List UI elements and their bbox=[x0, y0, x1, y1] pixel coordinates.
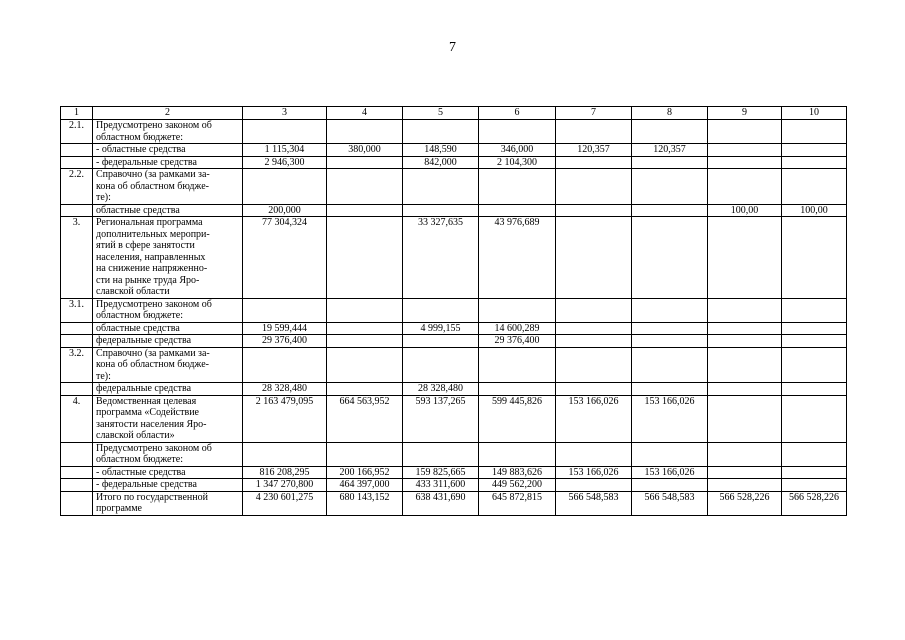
value-cell bbox=[632, 479, 708, 492]
value-cell: 28 328,480 bbox=[243, 383, 327, 396]
budget-table bbox=[60, 106, 847, 516]
value-cell bbox=[403, 169, 479, 205]
header-cell: 4 bbox=[327, 107, 403, 120]
value-cell bbox=[327, 298, 403, 322]
value-cell bbox=[479, 169, 556, 205]
value-cell: 566 528,226 bbox=[782, 491, 847, 515]
value-cell bbox=[782, 479, 847, 492]
row-number bbox=[61, 383, 93, 396]
value-cell bbox=[556, 169, 632, 205]
value-cell: 346,000 bbox=[479, 144, 556, 157]
row-number bbox=[61, 322, 93, 335]
header-cell: 1 bbox=[61, 107, 93, 120]
value-cell: 149 883,626 bbox=[479, 466, 556, 479]
value-cell: 148,590 bbox=[403, 144, 479, 157]
row-name: областные средства bbox=[93, 322, 243, 335]
row-name: - федеральные средства bbox=[93, 156, 243, 169]
row-number: 3.1. bbox=[61, 298, 93, 322]
row-name: областные средства bbox=[93, 204, 243, 217]
value-cell: 120,357 bbox=[632, 144, 708, 157]
value-cell: 153 166,026 bbox=[632, 395, 708, 442]
row-number bbox=[61, 442, 93, 466]
value-cell bbox=[708, 217, 782, 299]
row-name: - федеральные средства bbox=[93, 479, 243, 492]
value-cell bbox=[632, 322, 708, 335]
row-name: Справочно (за рамками за- кона об областном бюдже- те): bbox=[93, 347, 243, 383]
table-row bbox=[61, 156, 847, 169]
value-cell: 449 562,200 bbox=[479, 479, 556, 492]
table-row bbox=[61, 144, 847, 157]
value-cell bbox=[782, 335, 847, 348]
value-cell: 380,000 bbox=[327, 144, 403, 157]
value-cell bbox=[708, 335, 782, 348]
value-cell bbox=[479, 442, 556, 466]
value-cell bbox=[708, 169, 782, 205]
value-cell: 638 431,690 bbox=[403, 491, 479, 515]
value-cell bbox=[782, 120, 847, 144]
value-cell: 4 999,155 bbox=[403, 322, 479, 335]
row-number: 2.1. bbox=[61, 120, 93, 144]
value-cell bbox=[327, 322, 403, 335]
row-number: 2.2. bbox=[61, 169, 93, 205]
value-cell: 43 976,689 bbox=[479, 217, 556, 299]
value-cell: 2 946,300 bbox=[243, 156, 327, 169]
row-number bbox=[61, 335, 93, 348]
value-cell bbox=[556, 217, 632, 299]
table-row bbox=[61, 491, 847, 515]
header-cell: 3 bbox=[243, 107, 327, 120]
row-number: 4. bbox=[61, 395, 93, 442]
value-cell: 842,000 bbox=[403, 156, 479, 169]
value-cell: 599 445,826 bbox=[479, 395, 556, 442]
value-cell: 153 166,026 bbox=[556, 395, 632, 442]
row-name: Региональная программа дополнительных меропри- ятий в сфере занятости населения, направленных на снижение напряженно- сти на рынке труда Яро- славской области bbox=[93, 217, 243, 299]
value-cell: 4 230 601,275 bbox=[243, 491, 327, 515]
value-cell: 593 137,265 bbox=[403, 395, 479, 442]
page-number: 7 bbox=[449, 40, 456, 55]
value-cell bbox=[708, 144, 782, 157]
value-cell: 2 104,300 bbox=[479, 156, 556, 169]
value-cell bbox=[327, 156, 403, 169]
value-cell bbox=[327, 204, 403, 217]
value-cell bbox=[403, 335, 479, 348]
value-cell: 159 825,665 bbox=[403, 466, 479, 479]
header-cell: 7 bbox=[556, 107, 632, 120]
value-cell bbox=[243, 347, 327, 383]
row-number bbox=[61, 204, 93, 217]
value-cell bbox=[782, 322, 847, 335]
value-cell bbox=[403, 442, 479, 466]
value-cell bbox=[556, 120, 632, 144]
value-cell: 19 599,444 bbox=[243, 322, 327, 335]
row-name: Ведомственная целевая программа «Содействие занятости населения Яро- славской области» bbox=[93, 395, 243, 442]
table-row bbox=[61, 479, 847, 492]
value-cell bbox=[708, 383, 782, 396]
value-cell: 100,00 bbox=[708, 204, 782, 217]
header-cell: 2 bbox=[93, 107, 243, 120]
value-cell bbox=[632, 120, 708, 144]
row-number bbox=[61, 156, 93, 169]
header-cell: 9 bbox=[708, 107, 782, 120]
value-cell: 464 397,000 bbox=[327, 479, 403, 492]
row-name: - областные средства bbox=[93, 144, 243, 157]
value-cell bbox=[243, 442, 327, 466]
value-cell bbox=[327, 347, 403, 383]
value-cell: 77 304,324 bbox=[243, 217, 327, 299]
value-cell bbox=[556, 479, 632, 492]
value-cell: 153 166,026 bbox=[632, 466, 708, 479]
value-cell bbox=[782, 144, 847, 157]
value-cell bbox=[327, 169, 403, 205]
value-cell bbox=[556, 298, 632, 322]
value-cell bbox=[556, 204, 632, 217]
row-name: федеральные средства bbox=[93, 383, 243, 396]
value-cell bbox=[632, 347, 708, 383]
value-cell bbox=[782, 217, 847, 299]
value-cell bbox=[782, 383, 847, 396]
value-cell bbox=[782, 466, 847, 479]
value-cell bbox=[479, 347, 556, 383]
value-cell bbox=[632, 204, 708, 217]
value-cell: 645 872,815 bbox=[479, 491, 556, 515]
value-cell bbox=[327, 217, 403, 299]
row-name: Предусмотрено законом об областном бюджете: bbox=[93, 442, 243, 466]
value-cell: 100,00 bbox=[782, 204, 847, 217]
value-cell: 433 311,600 bbox=[403, 479, 479, 492]
table-row bbox=[61, 322, 847, 335]
table-row bbox=[61, 169, 847, 205]
table-row bbox=[61, 335, 847, 348]
table-row bbox=[61, 298, 847, 322]
value-cell bbox=[479, 383, 556, 396]
value-cell bbox=[632, 335, 708, 348]
row-name: федеральные средства bbox=[93, 335, 243, 348]
row-number bbox=[61, 491, 93, 515]
value-cell bbox=[708, 442, 782, 466]
row-name: Итого по государственной программе bbox=[93, 491, 243, 515]
value-cell: 680 143,152 bbox=[327, 491, 403, 515]
value-cell: 153 166,026 bbox=[556, 466, 632, 479]
value-cell bbox=[479, 298, 556, 322]
value-cell: 566 548,583 bbox=[556, 491, 632, 515]
table-row bbox=[61, 466, 847, 479]
value-cell: 33 327,635 bbox=[403, 217, 479, 299]
table-row bbox=[61, 217, 847, 299]
value-cell bbox=[327, 120, 403, 144]
value-cell bbox=[632, 217, 708, 299]
value-cell bbox=[243, 298, 327, 322]
value-cell: 28 328,480 bbox=[403, 383, 479, 396]
value-cell: 566 548,583 bbox=[632, 491, 708, 515]
value-cell: 816 208,295 bbox=[243, 466, 327, 479]
value-cell bbox=[327, 383, 403, 396]
row-number bbox=[61, 144, 93, 157]
row-name: Предусмотрено законом об областном бюджете: bbox=[93, 120, 243, 144]
value-cell bbox=[782, 169, 847, 205]
value-cell bbox=[782, 395, 847, 442]
table-row bbox=[61, 204, 847, 217]
value-cell bbox=[632, 156, 708, 169]
row-name: Справочно (за рамками за- кона об областном бюдже- те): bbox=[93, 169, 243, 205]
value-cell bbox=[708, 298, 782, 322]
table-row bbox=[61, 120, 847, 144]
value-cell bbox=[556, 322, 632, 335]
value-cell bbox=[782, 298, 847, 322]
table-row bbox=[61, 347, 847, 383]
value-cell bbox=[479, 204, 556, 217]
row-number: 3.2. bbox=[61, 347, 93, 383]
value-cell bbox=[782, 156, 847, 169]
value-cell bbox=[632, 298, 708, 322]
value-cell bbox=[403, 298, 479, 322]
value-cell bbox=[403, 347, 479, 383]
row-name: - областные средства bbox=[93, 466, 243, 479]
table-row bbox=[61, 383, 847, 396]
row-number bbox=[61, 479, 93, 492]
value-cell: 664 563,952 bbox=[327, 395, 403, 442]
value-cell: 29 376,400 bbox=[479, 335, 556, 348]
value-cell: 1 115,304 bbox=[243, 144, 327, 157]
value-cell bbox=[403, 204, 479, 217]
table-row bbox=[61, 442, 847, 466]
value-cell: 29 376,400 bbox=[243, 335, 327, 348]
value-cell bbox=[243, 169, 327, 205]
value-cell bbox=[556, 442, 632, 466]
value-cell: 200,000 bbox=[243, 204, 327, 217]
value-cell bbox=[632, 169, 708, 205]
header-cell: 6 bbox=[479, 107, 556, 120]
value-cell bbox=[708, 120, 782, 144]
value-cell bbox=[782, 347, 847, 383]
value-cell: 2 163 479,095 bbox=[243, 395, 327, 442]
value-cell bbox=[782, 442, 847, 466]
table-row bbox=[61, 395, 847, 442]
value-cell bbox=[708, 395, 782, 442]
value-cell bbox=[479, 120, 556, 144]
value-cell bbox=[708, 156, 782, 169]
row-number bbox=[61, 466, 93, 479]
header-cell: 10 bbox=[782, 107, 847, 120]
value-cell bbox=[556, 347, 632, 383]
header-row bbox=[61, 107, 847, 120]
value-cell bbox=[327, 442, 403, 466]
value-cell: 1 347 270,800 bbox=[243, 479, 327, 492]
value-cell bbox=[403, 120, 479, 144]
value-cell bbox=[708, 479, 782, 492]
header-cell: 5 bbox=[403, 107, 479, 120]
row-name: Предусмотрено законом об областном бюджете: bbox=[93, 298, 243, 322]
header-cell: 8 bbox=[632, 107, 708, 120]
value-cell: 566 528,226 bbox=[708, 491, 782, 515]
value-cell bbox=[556, 156, 632, 169]
value-cell bbox=[708, 347, 782, 383]
value-cell: 14 600,289 bbox=[479, 322, 556, 335]
value-cell: 200 166,952 bbox=[327, 466, 403, 479]
value-cell bbox=[556, 383, 632, 396]
value-cell: 120,357 bbox=[556, 144, 632, 157]
value-cell bbox=[708, 466, 782, 479]
row-number: 3. bbox=[61, 217, 93, 299]
value-cell bbox=[556, 335, 632, 348]
value-cell bbox=[632, 442, 708, 466]
value-cell bbox=[327, 335, 403, 348]
value-cell bbox=[243, 120, 327, 144]
value-cell bbox=[632, 383, 708, 396]
value-cell bbox=[708, 322, 782, 335]
